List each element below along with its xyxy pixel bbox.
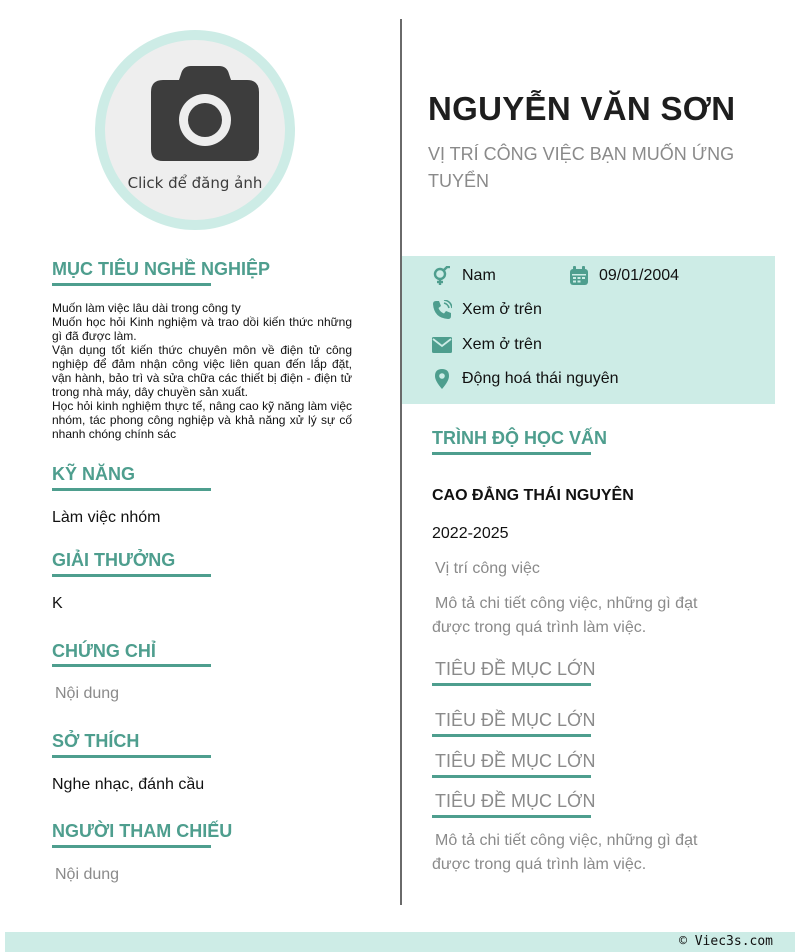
- big-heading-underline: [432, 683, 591, 686]
- big-heading-2[interactable]: TIÊU ĐỀ MỤC LỚN: [435, 710, 596, 730]
- education-underline: [432, 452, 591, 455]
- objective-line: Muốn học hỏi Kinh nghiệm và trao dồi kiến thức những gì đã được làm.: [52, 315, 352, 343]
- certificates-content[interactable]: Nội dung: [55, 685, 120, 702]
- big-heading-underline: [432, 734, 591, 737]
- location-pin-icon: [432, 369, 452, 389]
- gender-value: Nam: [462, 267, 496, 284]
- objective-title: MỤC TIÊU NGHỀ NGHIỆP: [52, 259, 271, 279]
- objective-text[interactable]: [52, 301, 352, 441]
- description-text[interactable]: Mô tả chi tiết công việc, những gì đạt được trong quá trình làm việc.: [432, 595, 698, 636]
- hobbies-title: SỞ THÍCH: [52, 731, 140, 751]
- objective-line: Vận dụng tốt kiến thức chuyên môn về điện tử công nghiệp để đảm nhận công việc liên quan đến lắp đặt, vận hành, bảo trì và sửa chữa các thiết bị điện - điện tử trong nhà máy, dây chuyền sản xuất.: [52, 343, 352, 399]
- awards-underline: [52, 574, 211, 577]
- phone-row[interactable]: [432, 300, 542, 320]
- email-icon: [432, 335, 452, 355]
- references-content[interactable]: Nội dung: [55, 866, 120, 883]
- column-divider: [400, 19, 402, 905]
- birthday-value: 09/01/2004: [599, 267, 680, 284]
- email-value: Xem ở trên: [462, 336, 542, 353]
- gender-row[interactable]: [432, 266, 496, 286]
- avatar-upload[interactable]: [95, 30, 295, 230]
- skills-underline: [52, 488, 211, 491]
- position-text[interactable]: Vị trí công việc: [435, 560, 540, 577]
- big-heading-4[interactable]: TIÊU ĐỀ MỤC LỚN: [435, 791, 596, 811]
- objective-underline: [52, 283, 211, 286]
- references-title: NGƯỜI THAM CHIẾU: [52, 821, 233, 841]
- description-text-2[interactable]: Mô tả chi tiết công việc, những gì đạt được trong quá trình làm việc.: [432, 832, 698, 873]
- education-title: TRÌNH ĐỘ HỌC VẤN: [432, 428, 607, 448]
- avatar-placeholder: [105, 40, 285, 220]
- phone-value: Xem ở trên: [462, 301, 542, 318]
- phone-icon: [432, 300, 452, 320]
- avatar-label: Click để đăng ảnh: [127, 174, 263, 192]
- email-row[interactable]: [432, 335, 542, 355]
- footer-bar: [5, 932, 795, 952]
- contact-panel: [402, 256, 775, 404]
- education-years[interactable]: 2022-2025: [432, 525, 509, 542]
- candidate-name[interactable]: NGUYỄN VĂN SƠN: [428, 90, 736, 127]
- big-heading-underline: [432, 775, 591, 778]
- skills-title: KỸ NĂNG: [52, 464, 136, 484]
- calendar-icon: [569, 266, 589, 286]
- address-row[interactable]: [432, 369, 619, 389]
- objective-line: Muốn làm việc lâu dài trong công ty: [52, 301, 241, 315]
- awards-content[interactable]: K: [52, 595, 63, 612]
- references-underline: [52, 845, 211, 848]
- camera-icon: [151, 66, 259, 161]
- hobbies-content[interactable]: Nghe nhạc, đánh cầu: [52, 776, 205, 793]
- objective-line: Học hỏi kinh nghiệm thực tế, nâng cao kỹ năng làm việc nhóm, tác phong công nghiệp và khả năng xử lý sự cố nhanh chóng chính sác: [52, 399, 352, 441]
- skills-content[interactable]: Làm việc nhóm: [52, 509, 161, 526]
- footer-credit: © Viec3s.com: [679, 934, 773, 949]
- gender-icon: [432, 266, 452, 286]
- certificates-underline: [52, 664, 211, 667]
- school-name[interactable]: CAO ĐẲNG THÁI NGUYÊN: [432, 487, 634, 504]
- big-heading-1[interactable]: TIÊU ĐỀ MỤC LỚN: [435, 659, 596, 679]
- big-heading-underline: [432, 815, 591, 818]
- certificates-title: CHỨNG CHỈ: [52, 641, 156, 661]
- hobbies-underline: [52, 755, 211, 758]
- job-title[interactable]: VỊ TRÍ CÔNG VIỆC BẠN MUỐN ỨNG TUYỂN: [428, 144, 735, 191]
- big-heading-3[interactable]: TIÊU ĐỀ MỤC LỚN: [435, 751, 596, 771]
- awards-title: GIẢI THƯỞNG: [52, 550, 176, 570]
- address-value: Động hoá thái nguyên: [462, 370, 619, 387]
- birthday-row[interactable]: [569, 266, 679, 286]
